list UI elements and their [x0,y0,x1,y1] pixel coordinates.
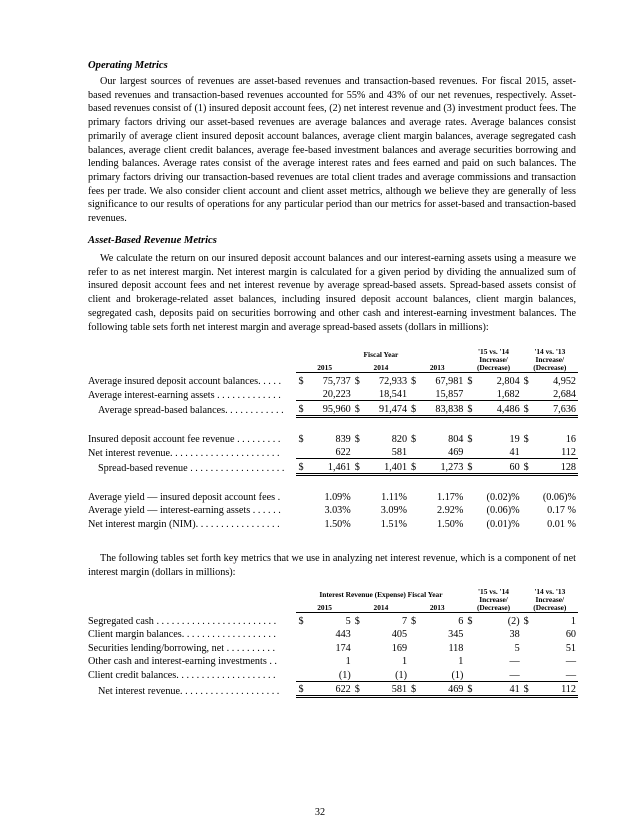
currency-symbol [465,387,475,401]
cell-value: 1,273 [419,459,465,475]
cell-value: 1,461 [307,459,353,475]
table-row [88,667,578,681]
currency-symbol [409,503,419,517]
cell-value: 2,804 [496,375,520,387]
cell-value: 95,960 [307,401,353,417]
operating-metrics-heading: Operating Metrics [88,60,168,71]
currency-symbol [353,516,363,530]
table-row [88,489,578,503]
currency-symbol [522,667,532,681]
cell-value: 5 [514,642,520,654]
row-label: Spread-based revenue . . . . . . . . . . . . . . . . . . . [98,463,285,474]
cell-value: 1.09% [324,491,351,503]
cell-value: 839 [335,433,351,445]
table-row [88,431,578,445]
currency-symbol: $ [409,681,419,697]
currency-symbol [409,667,419,681]
cell-value: 3.03% [324,505,351,516]
cell-value: 7 [401,615,408,627]
row-label: Client margin balances. . . . . . . . . . . . . . . . . . . [88,629,276,640]
cell-value: 1.50% [437,518,464,530]
cell-value: 72,933 [379,375,408,387]
cell-value: 112 [532,681,578,697]
currency-symbol [522,503,532,517]
currency-symbol [296,654,306,668]
cell-value: 7,636 [532,401,578,417]
cell-value: 1,682 [476,387,522,401]
cell-value: 83,838 [419,401,465,417]
cell-value: 1.17% [437,491,464,503]
currency-symbol [522,516,532,530]
cell-value: 18,541 [363,387,409,401]
table2-change1-header: '15 vs. '14 Increase/ (Decrease) [465,585,521,613]
cell-value: 4,486 [476,401,522,417]
cell-value: 5 [345,615,351,627]
currency-symbol [465,654,475,668]
operating-metrics-paragraph: Our largest sources of revenues are asset-based revenues and transaction-based revenues. For fiscal 2015, asset-based revenues and transaction-based revenues accounted for 55% and 43% of our net revenues, respectively. Asset-based revenues consist of (1) insured deposit account fees, (2) net interest revenue and (3) investment product fees. The primary factors driving our asset-based revenues are average balances and average rates. Average balances consist primarily of average client insured deposit account balances, average client margin balances, average segregated cash balances, average client credit balances, average fee-based investment balances and average securities borrowing and lending balances. Average rates consist of the average interest rates and fees earned and paid on such balances. The primary factors driving our transaction-based revenues are total client trades and average commissions and transaction fees per trade. We also consider client account and client asset metrics, although we believe they are generally of less significance to our results of operations for any particular period than our metrics for asset-based and transaction-based revenues. [88,76,576,225]
table-row [88,387,578,401]
currency-symbol [409,654,419,668]
cell-value: — [565,656,576,667]
cell-value: 1 [458,656,464,667]
currency-symbol: $ [298,615,304,627]
table1-change1-header: '15 vs. '14 Increase/ (Decrease) [465,345,521,373]
cell-value: 622 [307,681,353,697]
cell-value: 51 [565,642,576,654]
currency-symbol [353,387,363,401]
cell-value: 622 [307,445,353,459]
cell-value: 174 [335,642,351,654]
cell-value: 2.92% [437,505,464,516]
currency-symbol [353,640,363,654]
cell-value: 75,737 [322,375,351,387]
cell-value: 1 [401,656,408,667]
currency-symbol [522,627,532,641]
table1-year-header: 2013 [409,359,465,373]
currency-symbol: $ [522,459,532,475]
currency-symbol: $ [411,375,417,387]
cell-value: 405 [391,629,408,640]
cell-value: (1) [419,667,465,681]
table-row [88,516,578,530]
cell-value: 112 [532,445,578,459]
currency-symbol: $ [411,615,417,627]
cell-value: 4,952 [553,375,576,387]
currency-symbol [409,627,419,641]
cell-value: 345 [448,629,464,640]
currency-symbol [465,667,475,681]
currency-symbol [296,667,306,681]
table-row [88,681,578,697]
cell-value: 60 [565,629,576,640]
row-label: Average spread-based balances. . . . . . . . . . . . [98,405,284,416]
currency-symbol [522,654,532,668]
currency-symbol: $ [411,433,417,445]
cell-value: 469 [419,445,465,459]
cell-value: (0.06)% [486,505,520,516]
currency-symbol [409,445,419,459]
currency-symbol: $ [523,375,529,387]
currency-symbol: $ [465,401,475,417]
currency-symbol: $ [354,433,360,445]
table-row [88,627,578,641]
currency-symbol: $ [353,459,363,475]
currency-symbol [353,667,363,681]
table1-year-header: 2015 [296,359,352,373]
cell-value: 1 [345,656,351,667]
currency-symbol: $ [522,681,532,697]
cell-value: 1,401 [363,459,409,475]
table-row [88,640,578,654]
currency-symbol: $ [409,401,419,417]
currency-symbol [409,489,419,503]
cell-value: (2) [507,615,520,627]
cell-value: 41 [476,681,522,697]
cell-value: 1 [570,615,576,627]
currency-symbol: $ [354,375,360,387]
row-label: Client credit balances. . . . . . . . . . . . . . . . . . . . [88,670,276,681]
cell-value: 20,223 [307,387,353,401]
cell-value: 169 [391,642,408,654]
currency-symbol [465,445,475,459]
row-label: Segregated cash . . . . . . . . . . . . . . . . . . . . . . . . [88,615,277,627]
table-row [88,401,578,417]
cell-value: 128 [532,459,578,475]
currency-symbol: $ [296,459,306,475]
cell-value: 2,684 [532,387,578,401]
cell-value: 0.17 % [547,505,576,516]
table-row [88,613,578,627]
currency-symbol: $ [467,433,473,445]
spacer-row [88,474,578,489]
row-label: Net interest revenue. . . . . . . . . . . . . . . . . . . . . . [88,447,280,459]
cell-value: (1) [307,667,353,681]
cell-value: 1.51% [380,518,408,530]
currency-symbol: $ [353,401,363,417]
currency-symbol [409,640,419,654]
currency-symbol [296,387,306,401]
cell-value: 16 [565,433,576,445]
currency-symbol: $ [298,433,304,445]
currency-symbol [465,503,475,517]
currency-symbol: $ [467,375,473,387]
cell-value: 1.11% [381,491,408,503]
row-label: Average insured deposit account balances. . . . . [88,375,282,387]
cell-value: 38 [509,629,520,640]
net-interest-margin-table [88,345,578,530]
currency-symbol: $ [465,459,475,475]
currency-symbol: $ [523,615,529,627]
cell-value: 0.01 % [547,518,576,530]
currency-symbol [353,503,363,517]
asset-based-paragraph: We calculate the return on our insured deposit account balances and our interest-earning assets using a measure we refer to as net interest margin. Net interest margin is calculated for a given period by dividing the annualized sum of insured deposit account fees and net interest revenue by average spread-based assets. Spread-based assets consist of client and brokerage-related asset balances, including insured deposit account balances, client margin balances, segregated cash, deposits paid on securities borrowing and other cash and interest-earning investment balances. The following table sets forth net interest margin and average spread-based assets (dollars in millions): [88,253,576,333]
currency-symbol [353,627,363,641]
currency-symbol [465,489,475,503]
cell-value: (0.02)% [486,491,520,503]
net-interest-intro-paragraph: The following tables set forth key metrics that we use in analyzing net interest revenue, which is a component of net interest margin (dollars in millions): [88,553,576,578]
currency-symbol [522,489,532,503]
table2-year-header: 2015 [296,599,352,613]
currency-symbol: $ [296,681,306,697]
net-interest-revenue-table [88,585,578,698]
cell-value: 6 [458,615,464,627]
row-label: Average yield — insured deposit account fees . [88,491,281,503]
currency-symbol [522,445,532,459]
cell-value: 581 [363,681,409,697]
row-label: Average interest-earning assets . . . . . . . . . . . . . [88,389,281,401]
table1-change2-header: '14 vs. '13 Increase/ (Decrease) [522,345,578,373]
cell-value: 19 [509,433,520,445]
table2-year-header: 2014 [353,599,409,613]
currency-symbol [296,445,306,459]
spacer-row [88,416,578,431]
cell-value: 3.09% [380,505,408,516]
cell-value: 91,474 [363,401,409,417]
cell-value: — [476,667,522,681]
row-label: Other cash and interest-earning investments . . [88,656,277,667]
table-row [88,503,578,517]
currency-symbol [465,640,475,654]
cell-value: (0.06)% [542,491,576,503]
currency-symbol [409,387,419,401]
cell-value: 581 [363,445,409,459]
page-number: 32 [314,807,326,818]
currency-symbol [296,516,306,530]
cell-value: 443 [335,629,351,640]
row-label: Net interest revenue. . . . . . . . . . . . . . . . . . . . [98,685,280,697]
currency-symbol [296,489,306,503]
currency-symbol [296,627,306,641]
table2-year-header: 2013 [409,599,465,613]
currency-symbol [465,627,475,641]
table-row [88,459,578,475]
cell-value: (1) [363,667,409,681]
currency-symbol [409,516,419,530]
currency-symbol [522,387,532,401]
table-row [88,445,578,459]
table2-change2-header: '14 vs. '13 Increase/ (Decrease) [522,585,578,613]
cell-value: 469 [419,681,465,697]
currency-symbol [353,654,363,668]
currency-symbol: $ [523,433,529,445]
cell-value: — [532,667,578,681]
currency-symbol [296,503,306,517]
currency-symbol [353,489,363,503]
table-row [88,654,578,668]
currency-symbol [522,640,532,654]
currency-symbol [465,516,475,530]
table1-group-header: Fiscal Year [363,349,399,359]
cell-value: 67,981 [435,375,464,387]
table2-group-header: Interest Revenue (Expense) Fiscal Year [319,589,443,599]
cell-value: 118 [448,642,464,654]
row-label: Securities lending/borrowing, net . . . . . . . . . . [88,642,276,654]
table-row [88,373,578,387]
cell-value: — [509,656,520,667]
cell-value: (0.01)% [486,518,520,530]
currency-symbol: $ [354,615,360,627]
currency-symbol: $ [465,681,475,697]
cell-value: 60 [476,459,522,475]
table1-year-header: 2014 [353,359,409,373]
row-label: Average yield — interest-earning assets . . . . . . [88,505,281,516]
currency-symbol: $ [298,375,304,387]
currency-symbol [296,640,306,654]
currency-symbol: $ [467,615,473,627]
currency-symbol: $ [296,401,306,417]
cell-value: 15,857 [419,387,465,401]
currency-symbol: $ [353,681,363,697]
cell-value: 804 [448,433,464,445]
cell-value: 41 [476,445,522,459]
asset-based-heading: Asset-Based Revenue Metrics [88,235,217,246]
row-label: Net interest margin (NIM). . . . . . . . . . . . . . . . . [88,518,280,530]
currency-symbol [353,445,363,459]
currency-symbol: $ [409,459,419,475]
cell-value: 1.50% [324,518,351,530]
cell-value: 820 [391,433,408,445]
currency-symbol: $ [522,401,532,417]
row-label: Insured deposit account fee revenue . . . . . . . . . [88,433,281,445]
